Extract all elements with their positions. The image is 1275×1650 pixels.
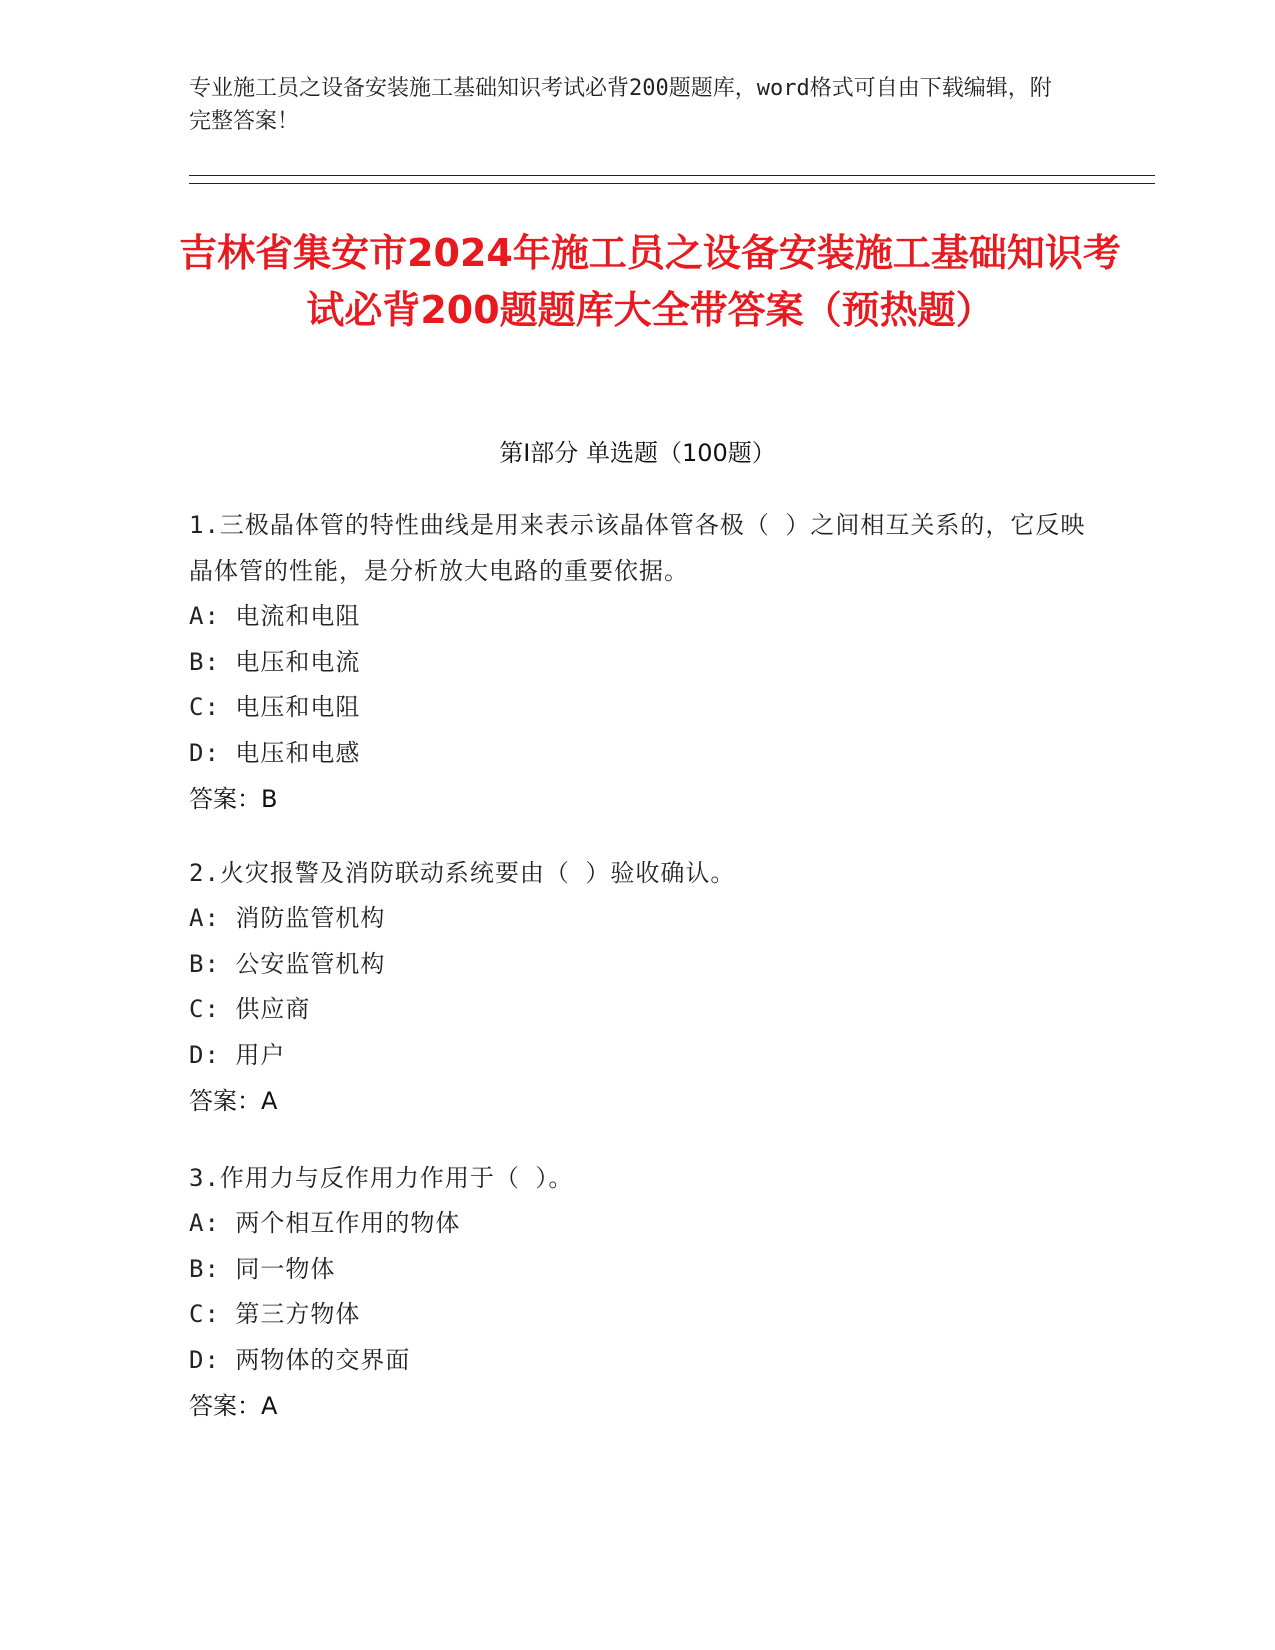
document-title: 吉林省集安市2024年施工员之设备安装施工基础知识考试必背200题题库大全带答案（预热题） [179, 231, 1121, 332]
option-b: B: 同一物体 [189, 1254, 336, 1283]
option-b: B: 电压和电流 [189, 647, 361, 676]
option-c: C: 第三方物体 [189, 1300, 361, 1328]
option-a: A: 电流和电阻 [189, 602, 361, 630]
option-a: A: 两个相互作用的物体 [189, 1209, 461, 1237]
answer: 答案：A [189, 1087, 278, 1115]
option-d: D: 用户 [189, 1040, 286, 1069]
header-rule-bottom [189, 183, 1155, 184]
question-1 [189, 502, 1089, 822]
option-c: C: 电压和电阻 [189, 693, 361, 721]
option-d: D: 两物体的交界面 [189, 1345, 411, 1374]
question-3 [189, 1155, 1089, 1429]
option-b: B: 公安监管机构 [189, 949, 386, 978]
question-stem: 2.火灾报警及消防联动系统要由（ ）验收确认。 [189, 859, 736, 887]
question-stem: 3.作用力与反作用力作用于（ ）。 [189, 1164, 574, 1192]
option-a: A: 消防监管机构 [189, 904, 386, 932]
header-rule-top [189, 175, 1155, 176]
option-d: D: 电压和电感 [189, 738, 361, 767]
answer: 答案：B [189, 785, 278, 813]
answer: 答案：A [189, 1392, 278, 1420]
question-2 [189, 850, 1089, 1124]
question-stem: 1.三极晶体管的特性曲线是用来表示该晶体管各极（ ）之间相互关系的，它反映晶体管的性能，是分析放大电路的重要依据。 [189, 511, 1086, 585]
header-note: 专业施工员之设备安装施工基础知识考试必背200题题库，word格式可自由下载编辑，附完整答案！ [189, 76, 1052, 134]
option-c: C: 供应商 [189, 995, 311, 1023]
section-title: 第I部分 单选题（100题） [499, 439, 776, 467]
